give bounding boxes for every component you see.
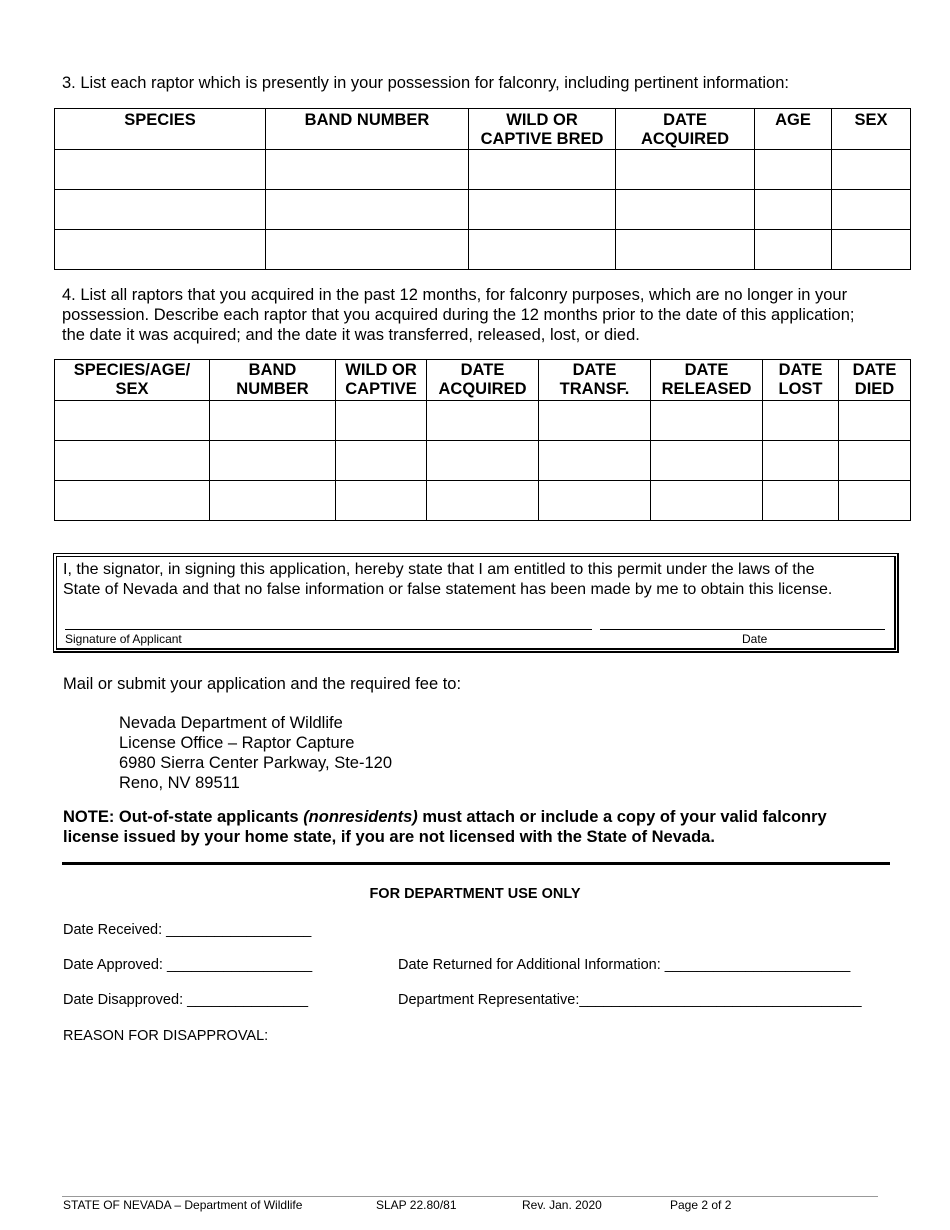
section4-prompt-line: the date it was acquired; and the date it was transferred, released, lost, or died. [62,326,640,344]
table-cell[interactable] [539,401,651,441]
footer-form-number: SLAP 22.80/81 [376,1198,457,1212]
table-cell[interactable] [839,481,911,521]
table-cell[interactable] [266,230,469,270]
column-header-line: WILD OR [345,361,417,379]
column-header-line: DATE [852,361,897,379]
department-use-title: FOR DEPARTMENT USE ONLY [369,886,581,902]
section4-prompt-line: 4. List all raptors that you acquired in the past 12 months, for falconry purposes, which are no longer in your [62,286,848,304]
mailing-address [119,713,392,793]
column-header-line: ACQUIRED [640,130,729,148]
table-cell[interactable] [336,481,427,521]
column-header-line: SEX [854,111,888,129]
table-cell[interactable] [55,230,266,270]
table-cell[interactable] [469,190,616,230]
signature-label: Signature of Applicant [65,632,182,646]
column-header-line: SPECIES [124,111,196,129]
date-received-field[interactable]: Date Received: __________________ [63,922,312,938]
table-row [55,190,911,230]
table-cell[interactable] [210,401,336,441]
column-header-line: AGE [775,111,811,129]
column-header [832,109,911,150]
column-header [55,109,266,150]
section3-prompt: 3. List each raptor which is presently in your possession for falconry, including pertinent information: [62,74,789,92]
address-line: License Office – Raptor Capture [119,734,355,752]
table-cell[interactable] [266,150,469,190]
table-cell[interactable] [616,190,755,230]
reason-for-disapproval-label: REASON FOR DISAPPROVAL: [63,1028,269,1044]
column-header [539,360,651,401]
table-row [55,441,911,481]
column-header [763,360,839,401]
table-cell[interactable] [539,441,651,481]
column-header-line: CAPTIVE BRED [480,130,604,148]
table-cell[interactable] [55,401,210,441]
column-header-line: DATE [663,111,707,129]
table-cell[interactable] [763,441,839,481]
certification-line: State of Nevada and that no false information or false statement has been made by me to obtain this license. [63,581,833,598]
table-row [55,230,911,270]
section4-prompt [62,285,902,345]
table-cell[interactable] [469,230,616,270]
mailing-intro: Mail or submit your application and the required fee to: [63,675,462,693]
column-header-line: DIED [854,380,895,398]
column-header [55,360,210,401]
table-cell[interactable] [755,190,832,230]
table-cell[interactable] [55,441,210,481]
table-cell[interactable] [55,150,266,190]
column-header [469,109,616,150]
footer-agency: STATE OF NEVADA – Department of Wildlife [63,1198,303,1212]
footer-page-number: Page 2 of 2 [670,1198,732,1212]
table-cell[interactable] [55,190,266,230]
certification-statement [63,560,893,600]
past-raptors-table [54,359,911,521]
table-cell[interactable] [210,481,336,521]
column-header [839,360,911,401]
table-cell[interactable] [763,481,839,521]
table-cell[interactable] [839,441,911,481]
table-row [55,401,911,441]
column-header-line: LOST [778,380,823,398]
table-cell[interactable] [832,230,911,270]
column-header [616,109,755,150]
column-header-line: DATE [572,361,617,379]
table-cell[interactable] [539,481,651,521]
table-cell[interactable] [210,441,336,481]
note-prefix: NOTE: Out-of-state applicants [63,808,304,826]
column-header-line: RELEASED [661,380,752,398]
column-header-line: ACQUIRED [438,380,527,398]
table-cell[interactable] [651,401,763,441]
column-header [210,360,336,401]
table-cell[interactable] [651,441,763,481]
column-header-line: NUMBER [236,380,309,398]
table-cell[interactable] [755,150,832,190]
table-cell[interactable] [336,401,427,441]
certification-line: I, the signator, in signing this application, hereby state that I am entitled to this permit under the laws of the [63,561,815,578]
table-cell[interactable] [616,150,755,190]
column-header-line: DATE [778,361,823,379]
section-divider [62,862,890,865]
date-disapproved-field[interactable]: Date Disapproved: _______________ [63,992,309,1008]
table-cell[interactable] [336,441,427,481]
address-line: Reno, NV 89511 [119,774,240,792]
footer-rule [62,1196,878,1197]
table-cell[interactable] [839,401,911,441]
table-cell[interactable] [55,481,210,521]
column-header-line: BAND NUMBER [304,111,430,129]
column-header-line: BAND [248,361,297,379]
date-returned-field[interactable]: Date Returned for Additional Information: _______________________ [398,957,851,973]
table-cell[interactable] [651,481,763,521]
column-header-line: DATE [684,361,729,379]
date-approved-field[interactable]: Date Approved: __________________ [63,957,313,973]
nonresident-note [63,807,893,847]
column-header-line: WILD OR [506,111,578,129]
column-header [427,360,539,401]
table-cell[interactable] [763,401,839,441]
table-cell[interactable] [427,401,539,441]
column-header [651,360,763,401]
table-cell[interactable] [427,441,539,481]
table-cell[interactable] [832,150,911,190]
column-header-line: TRANSF. [559,380,630,398]
column-header-line: SEX [115,380,149,398]
note-suffix: must attach or include a copy of your valid falconry [417,808,827,826]
table-row [55,150,911,190]
section4-prompt-line: possession. Describe each raptor that you acquired during the 12 months prior to the date of this application; [62,306,855,324]
footer-revision: Rev. Jan. 2020 [522,1198,602,1212]
note-line2: license issued by your home state, if you are not licensed with the State of Nevada. [63,828,715,846]
table-cell[interactable] [616,230,755,270]
signature-date-label: Date [742,632,768,646]
signature-line[interactable] [65,629,592,630]
table-cell[interactable] [427,481,539,521]
current-raptors-table [54,108,911,270]
column-header [755,109,832,150]
signature-date-line[interactable] [600,629,885,630]
department-representative-field[interactable]: Department Representative:___________________________________ [398,992,862,1008]
column-header-line: DATE [460,361,505,379]
column-header-line: SPECIES/AGE/ [73,361,191,379]
table-cell[interactable] [266,190,469,230]
column-header [336,360,427,401]
column-header-line: CAPTIVE [345,380,417,398]
address-line: 6980 Sierra Center Parkway, Ste-120 [119,754,392,772]
table-cell[interactable] [755,230,832,270]
column-header [266,109,469,150]
address-line: Nevada Department of Wildlife [119,714,343,732]
note-emphasis: (nonresidents) [303,808,418,826]
table-row [55,481,911,521]
table-cell[interactable] [832,190,911,230]
certification-box [53,553,899,653]
table-cell[interactable] [469,150,616,190]
